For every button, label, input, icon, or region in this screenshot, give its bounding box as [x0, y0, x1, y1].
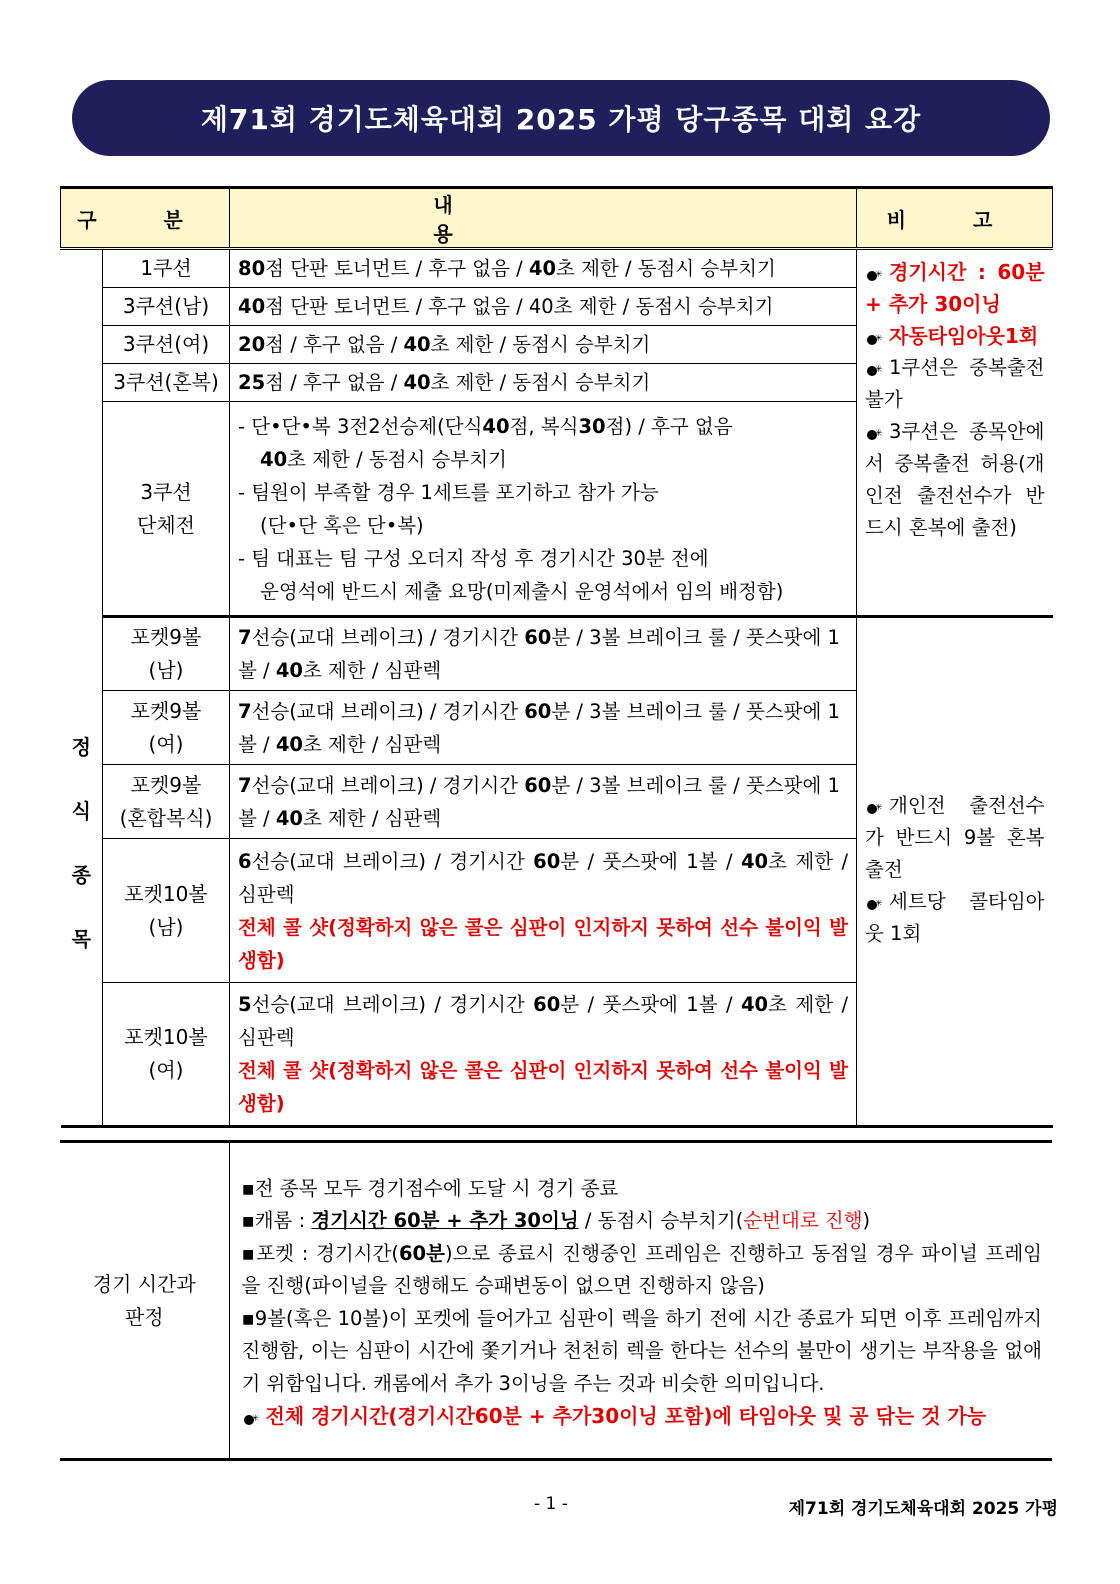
category-cell: 포켓10볼 (여): [103, 983, 230, 1127]
bomb-icon: [865, 362, 883, 376]
judging-bullet: ▪포켓 : 경기시간(60분)으로 종료시 진행중인 프레임은 진행하고 동점일 경우 파이널 프레임을 진행(파이널을 진행해도 승패변동이 없으면 진행하지 않음): [241, 1241, 1042, 1297]
content-cell: 40점 단판 토너먼트 / 후구 없음 / 40초 제한 / 동점시 승부치기: [230, 288, 857, 326]
group-label: 정 식 종 목: [61, 249, 103, 1127]
category-cell: 3쿠션(남): [103, 288, 230, 326]
category-cell: 포켓9볼 (혼합복식): [103, 765, 230, 839]
bomb-icon: [865, 426, 883, 440]
header-content: 내 용: [230, 188, 857, 249]
table-row: [61, 617, 1053, 691]
judging-content: [229, 1142, 1052, 1460]
category-cell: 포켓9볼 (여): [103, 691, 230, 765]
page-number: - 1 -: [534, 1494, 568, 1514]
category-cell: 1쿠션: [103, 249, 230, 288]
table-row: [61, 249, 1053, 288]
bomb-icon: [865, 800, 883, 814]
judging-bullet: ▪9볼(혹은 10볼)이 포켓에 들어가고 심판이 렉을 하기 전에 시간 종료가 되면 이후 프레임까지 진행함, 이는 심판이 시간에 쫓기거나 천천히 렉을 한다는 선수의 불만이 생기는 부작용을 없애기 위함입니다. 캐롬에서 추가 3이닝을 주는 것과 비슷한 의미입니다.: [241, 1306, 1042, 1395]
category-cell: 3쿠션 단체전: [103, 402, 230, 617]
bomb-icon: [242, 1411, 260, 1425]
judging-bullet: ▪캐롬 : 경기시간 60분 + 추가 30이닝 / 동점시 승부치기(순번대로 진행): [241, 1209, 871, 1232]
bomb-icon: [865, 331, 883, 345]
content-cell: 7선승(교대 브레이크) / 경기시간 60분 / 3볼 브레이크 룰 / 풋스팟에 1볼 / 40초 제한 / 심판렉: [230, 691, 857, 765]
title-banner: [72, 80, 1050, 156]
note-cell-carom: ✳ 경기시간 : 60분 + 추가 30이닝 ✳자동타임아웃1회 ✳1쿠션은 중복출전 불가 ✳3쿠션은 종목안에서 중복출전 허용(개인전 출전선수가 반드시 혼복에 출전): [857, 249, 1053, 617]
content-cell: - 단•단•복 3전2선승제(단식40점, 복식30점) / 후구 없음 40초 제한 / 동점시 승부치기 - 팀원이 부족할 경우 1세트를 포기하고 참가 가능 (단•단 혹은 단•복) - 팀 대표는 팀 구성 오더지 작성 후 경기시간 30분 전에 운영석에 반드시 제출 요망(미제출시 운영석에서 임의 배정함): [230, 402, 857, 617]
content-cell: 80점 단판 토너먼트 / 후구 없음 / 40초 제한 / 동점시 승부치기: [230, 249, 857, 288]
header-category: 구 분: [61, 188, 230, 249]
content-cell: 20점 / 후구 없음 / 40초 제한 / 동점시 승부치기: [230, 326, 857, 364]
table-row: [60, 1142, 1052, 1460]
table-header: [61, 188, 1053, 249]
judging-bullet: ▪전 종목 모두 경기점수에 도달 시 경기 종료: [241, 1176, 619, 1200]
judging-bullet: ✳전체 경기시간(경기시간60분 + 추가30이닝 포함)에 타임아웃 및 공 닦는 것 가능: [242, 1400, 1043, 1433]
judging-table: [60, 1140, 1052, 1461]
content-cell: 7선승(교대 브레이크) / 경기시간 60분 / 3볼 브레이크 룰 / 풋스팟에 1볼 / 40초 제한 / 심판렉: [230, 617, 857, 691]
category-cell: 포켓9볼 (남): [103, 617, 230, 691]
content-cell: 5선승(교대 브레이크) / 경기시간 60분 / 풋스팟에 1볼 / 40초 제한 / 심판렉 전체 콜 샷(정확하지 않은 콜은 심판이 인지하지 못하여 선수 불이익 발생함): [230, 983, 857, 1127]
event-table: [60, 186, 1053, 1128]
page-title: 제71회 경기도체육대회 2025 가평 당구종목 대회 요강: [200, 103, 922, 136]
footer-event: 제71회 경기도체육대회 2025 가평: [788, 1499, 1058, 1519]
judging-label: 경기 시간과 판정: [60, 1142, 229, 1460]
bomb-icon: [865, 896, 883, 910]
content-cell: 7선승(교대 브레이크) / 경기시간 60분 / 3볼 브레이크 룰 / 풋스팟에 1볼 / 40초 제한 / 심판렉: [230, 765, 857, 839]
category-cell: 포켓10볼 (남): [103, 839, 230, 983]
content-cell: 6선승(교대 브레이크) / 경기시간 60분 / 풋스팟에 1볼 / 40초 제한 / 심판렉 전체 콜 샷(정확하지 않은 콜은 심판이 인지하지 못하여 선수 불이익 발생함): [230, 839, 857, 983]
bomb-icon: [865, 267, 883, 281]
content-cell: 25점 / 후구 없음 / 40초 제한 / 동점시 승부치기: [230, 364, 857, 402]
category-cell: 3쿠션(여): [103, 326, 230, 364]
category-cell: 3쿠션(혼복): [103, 364, 230, 402]
note-cell-pocket: ✳개인전 출전선수가 반드시 9볼 혼복 출전 ✳세트당 콜타임아웃 1회: [857, 617, 1053, 1127]
header-note: 비 고: [857, 188, 1053, 249]
